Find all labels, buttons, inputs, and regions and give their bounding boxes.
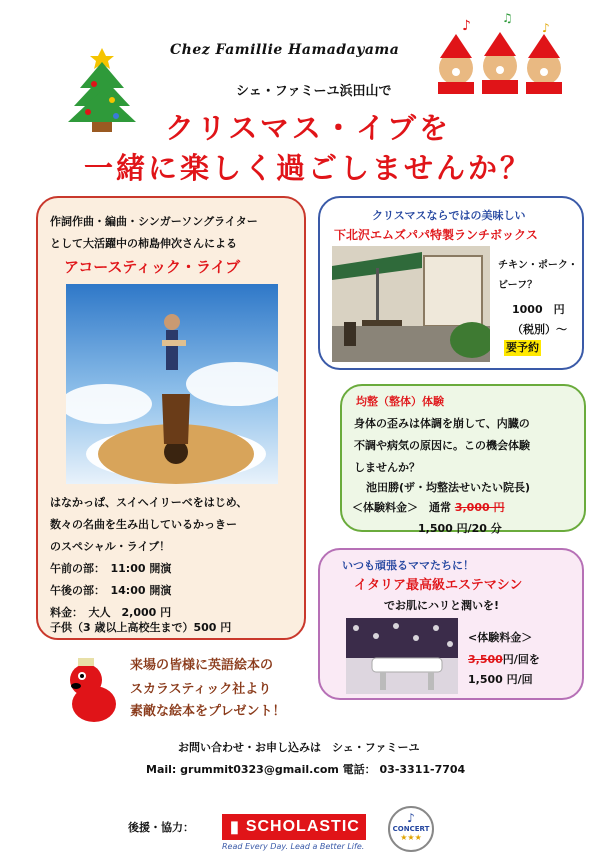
guitar-photo — [66, 284, 278, 484]
live-morning-time: 午前の部： 11:00 開演 — [50, 562, 172, 575]
esthe-old-unit: 円/回を — [502, 653, 540, 666]
kinsei-old-price: 3,000 円 — [454, 501, 505, 514]
kinsei-fee-row — [352, 498, 504, 517]
live-afternoon-time: 午後の部： 14:00 開演 — [50, 584, 172, 597]
esthe-old-price: 3,500 — [468, 653, 503, 666]
live-desc-line2: 数々の名曲を生み出しているかっきー — [50, 518, 237, 531]
live-fee-adult: 料金： 大人 2,000 円 — [50, 606, 172, 619]
svg-text:♪: ♪ — [542, 21, 550, 35]
headline-line1: クリスマス・イブを — [165, 111, 451, 145]
esthe-title: イタリア最高級エステマシン — [354, 578, 523, 593]
lunch-tax: （税別）～ — [512, 323, 567, 336]
kinsei-teacher: 池田勝(ザ・均整法せいたい院長) — [366, 481, 531, 494]
live-title: アコースティック・ライブ — [64, 258, 241, 276]
stars-icon: ★★★ — [400, 833, 422, 842]
sponsor-label: 後援・協力： — [128, 821, 194, 834]
venue-script-title: Chez Famillie Hamadayama — [170, 42, 400, 58]
headline-line2: 一緒に楽しく過ごしませんか？ — [83, 151, 532, 185]
concert-label: CONCERT — [392, 825, 430, 833]
kinsei-body-line2: 不調や病気の原因に。この機会体験 — [354, 439, 530, 452]
singing-bears-icon — [432, 10, 572, 96]
esthe-old-price-row — [468, 650, 540, 669]
gift-line3: 素敵な絵本をプレゼント！ — [130, 704, 286, 719]
kinsei-body-line3: しませんか？ — [354, 461, 420, 474]
lunch-line1: クリスマスならではの美味しい — [372, 209, 526, 222]
kinsei-title: 均整（整体）体験 — [356, 395, 444, 408]
svg-text:♪: ♪ — [462, 18, 471, 34]
scholastic-name: SCHOLASTIC — [245, 818, 360, 835]
venue-subtitle: シェ・ファミーユ浜田山で — [236, 84, 392, 99]
contact-line2: Mail: grummit0323@gmail.com 電話： 03-3311-7704 — [146, 763, 466, 776]
lunch-line2: 下北沢エムズパパ特製ランチボックス — [334, 228, 538, 242]
live-intro-line1: 作詞作曲・編曲・シンガーソングライター — [50, 215, 258, 228]
scholastic-tagline: Read Every Day. Lead a Better Life. — [222, 842, 365, 851]
kinsei-body-line1: 身体の歪みは体調を崩して、内臓の — [354, 417, 530, 430]
lunch-menu-line2: ビーフ？ — [498, 280, 538, 291]
live-desc-line1: はなかっぱ、スイヘイリーベをはじめ、 — [50, 496, 248, 509]
esthe-new-price: 1,500 円/回 — [468, 673, 533, 686]
scholastic-logo — [222, 814, 366, 851]
svg-text:♫: ♫ — [502, 11, 513, 25]
book-icon: ▮ — [230, 819, 240, 836]
esthe-fee-label: <体験料金＞ — [468, 631, 533, 644]
gift-line1: 来場の皆様に英語絵本の — [130, 658, 274, 673]
live-intro-line2: として大活躍中の柿島伸次さんによる — [50, 237, 237, 250]
lunch-menu-line1: チキン・ポーク・ — [498, 260, 578, 271]
contact-line1: お問い合わせ・お申し込みは シェ・ファミーユ — [178, 741, 420, 754]
lunch-reserve-badge: 要予約 — [506, 341, 539, 354]
scholastic-wordmark — [222, 814, 366, 840]
lunch-price: 1000 円 — [512, 303, 565, 316]
red-dog-illustration — [64, 656, 124, 726]
gift-line2: スカラスティック社より — [130, 682, 272, 697]
concert-logo — [388, 806, 434, 852]
music-note-icon: ♪ — [407, 811, 415, 825]
live-fee-child: 子供（3 歳以上高校生まで）500 円 — [50, 621, 232, 634]
esthe-room-photo — [346, 618, 458, 694]
kinsei-fee-label: ＜体験料金＞ 通常 — [352, 501, 451, 514]
esthe-line1: いつも頑張るママたちに！ — [342, 559, 474, 572]
esthe-line3: でお肌にハリと潤いを! — [384, 599, 500, 612]
terrace-photo — [332, 246, 490, 362]
kinsei-new-price: 1,500 円/20 分 — [418, 522, 502, 535]
live-desc-line3: のスペシャル・ライブ！ — [50, 540, 171, 553]
